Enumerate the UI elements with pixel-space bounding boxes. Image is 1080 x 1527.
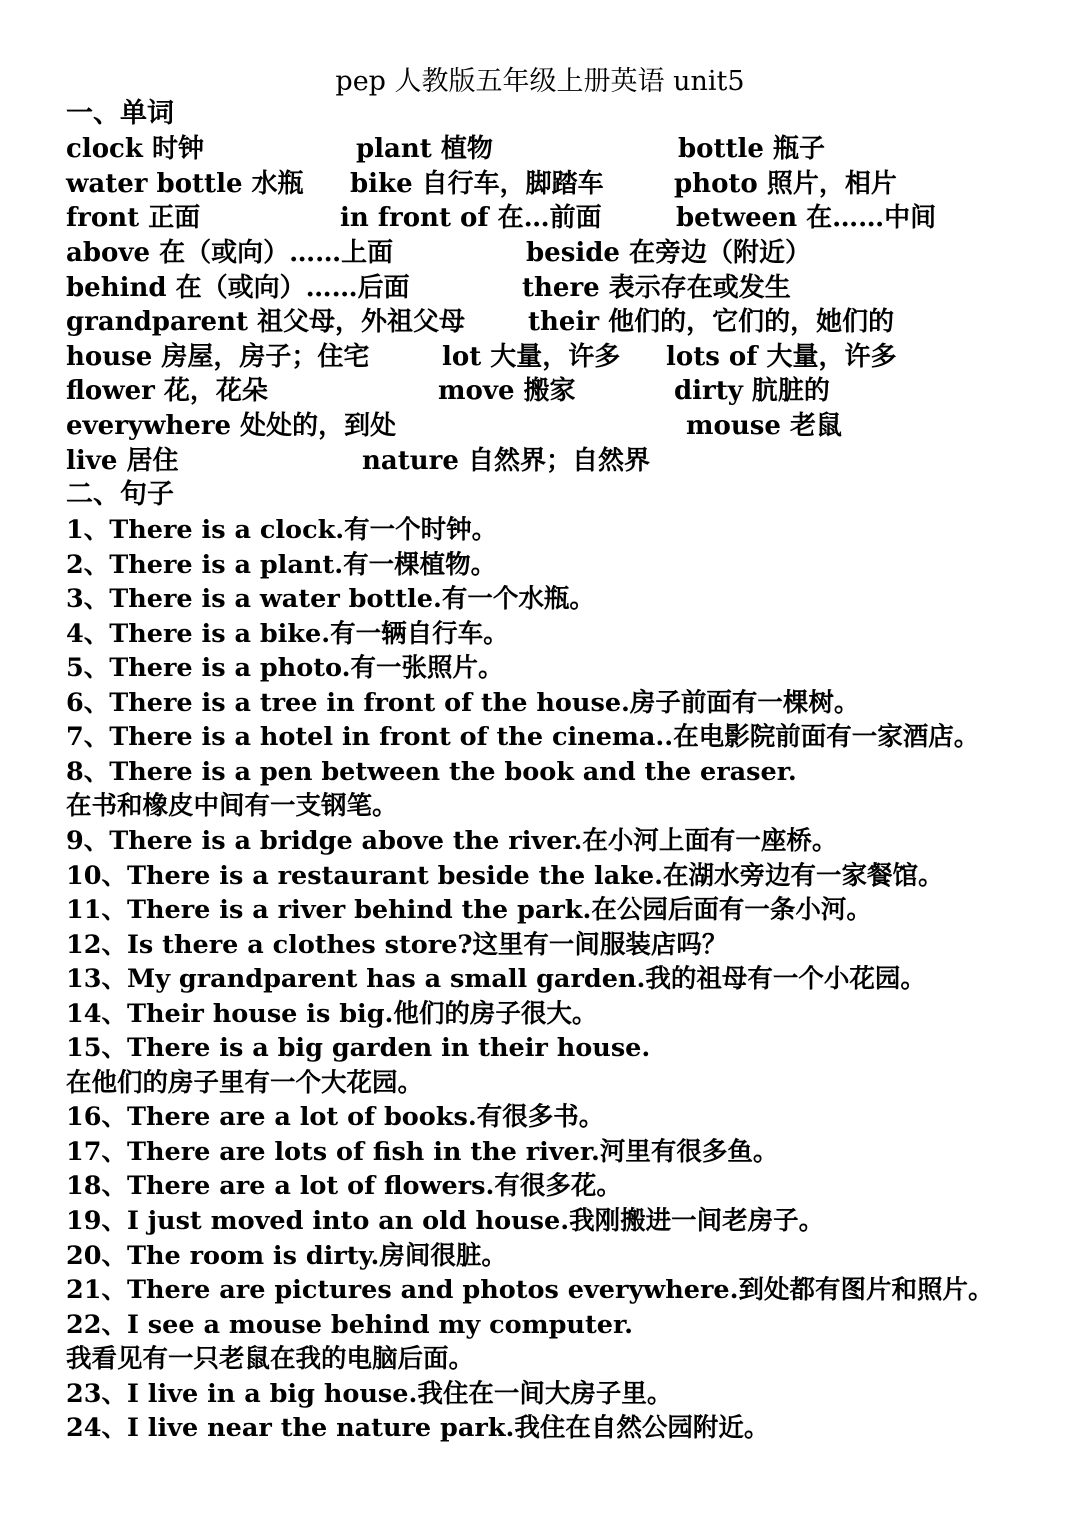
sentence-line (66, 927, 727, 963)
sentence-line (66, 1030, 650, 1066)
vocab-entry: above 在（或向）……上面 (66, 238, 394, 268)
sentence-text: I live in a big house.我住在一间大房子里。 (127, 1379, 673, 1409)
sentence-number: 8、 (66, 757, 110, 787)
sentence-number: 23、 (66, 1379, 127, 1409)
sentence-number: 4、 (66, 619, 110, 649)
sentence-line (66, 1376, 672, 1412)
vocab-entry: behind 在（或向）……后面 (66, 273, 410, 303)
vocab-entry: grandparent 祖父母，外祖父母 (66, 307, 466, 337)
sentence-line (66, 1134, 778, 1170)
sentence-line (66, 685, 859, 721)
sentence-number: 17、 (66, 1137, 127, 1167)
vocab-entry: mouse 老鼠 (686, 411, 842, 441)
vocab-entry: bike 自行车，脚踏车 (350, 169, 604, 199)
sentence-line (66, 788, 398, 824)
sentence-text: The room is dirty.房间很脏。 (127, 1241, 507, 1271)
sentence-number: 9、 (66, 826, 110, 856)
sentence-number: 15、 (66, 1033, 127, 1063)
vocab-entry: move 搬家 (438, 376, 576, 406)
sentence-text: I see a mouse behind my computer. (127, 1310, 633, 1340)
sentence-number: 18、 (66, 1171, 127, 1201)
vocab-entry: everywhere 处处的，到处 (66, 411, 397, 441)
sentence-number: 19、 (66, 1206, 127, 1236)
sentence-number: 10、 (66, 861, 127, 891)
vocab-entry: dirty 肮脏的 (674, 376, 830, 406)
sentence-number: 21、 (66, 1275, 127, 1305)
vocab-row (66, 235, 1026, 271)
page-title: pep 人教版五年级上册英语 unit5 (335, 66, 745, 97)
sentence-text: There are a lot of flowers.有很多花。 (127, 1171, 622, 1201)
sentence-number: 24、 (66, 1413, 127, 1443)
sentence-text: 在他们的房子里有一个大花园。 (66, 1068, 424, 1098)
vocab-entry: between 在……中间 (676, 203, 937, 233)
sentence-text: There are pictures and photos everywhere.到处都有图片和照片。 (127, 1275, 994, 1305)
sentence-line (66, 650, 503, 686)
sentence-number: 3、 (66, 584, 110, 614)
sentence-number: 11、 (66, 895, 127, 925)
sentence-line (66, 1168, 622, 1204)
sentence-line (66, 823, 837, 859)
sentence-text: There is a plant.有一棵植物。 (109, 550, 497, 580)
vocab-entry: clock 时钟 (66, 134, 204, 164)
vocab-row (66, 373, 1026, 409)
sentence-line (66, 512, 497, 548)
vocab-entry: bottle 瓶子 (678, 134, 826, 164)
vocab-row (66, 443, 1026, 479)
sentence-number: 7、 (66, 722, 110, 752)
vocab-entry: in front of 在…前面 (340, 203, 602, 233)
sentence-line (66, 961, 926, 997)
vocab-entry: photo 照片，相片 (674, 169, 897, 199)
sentence-line (66, 1341, 474, 1377)
sentence-line (66, 1410, 769, 1446)
vocab-row (66, 304, 1026, 340)
sentence-line (66, 1272, 994, 1308)
sentence-text: There are a lot of books.有很多书。 (127, 1102, 605, 1132)
vocab-heading: 一、单词 (66, 98, 174, 129)
sentence-heading: 二、句子 (66, 479, 174, 510)
sentence-line (66, 996, 597, 1032)
vocab-entry: plant 植物 (356, 134, 493, 164)
sentence-line (66, 1203, 824, 1239)
sentence-number: 13、 (66, 964, 127, 994)
sentence-line (66, 581, 595, 617)
sentence-number: 22、 (66, 1310, 127, 1340)
vocab-entry: lots of 大量，许多 (666, 342, 897, 372)
sentence-number: 2、 (66, 550, 110, 580)
sentence-text: There is a bridge above the river.在小河上面有一座桥。 (109, 826, 838, 856)
sentence-line (66, 547, 496, 583)
vocab-entry: water bottle 水瓶 (66, 169, 304, 199)
sentence-line (66, 1099, 604, 1135)
sentence-number: 16、 (66, 1102, 127, 1132)
sentence-text: My grandparent has a small garden.我的祖母有一个小花园。 (127, 964, 926, 994)
vocab-row (66, 270, 1026, 306)
vocab-entry: house 房屋，房子；住宅 (66, 342, 370, 372)
sentence-text: There is a photo.有一张照片。 (109, 653, 504, 683)
vocab-entry: nature 自然界；自然界 (362, 446, 650, 476)
sentence-text: There is a restaurant beside the lake.在湖水旁边有一家餐馆。 (127, 861, 944, 891)
sentence-text: There is a bike.有一辆自行车。 (109, 619, 509, 649)
sentence-text: I live near the nature park.我住在自然公园附近。 (127, 1413, 770, 1443)
sentence-text: There is a hotel in front of the cinema..在电影院前面有一家酒店。 (109, 722, 980, 752)
vocab-row (66, 200, 1026, 236)
vocab-entry: beside 在旁边（附近） (526, 238, 812, 268)
sentence-line (66, 754, 797, 790)
sentence-number: 14、 (66, 999, 127, 1029)
vocab-entry: lot 大量，许多 (442, 342, 621, 372)
sentence-text: Their house is big.他们的房子很大。 (127, 999, 598, 1029)
sentence-number: 20、 (66, 1241, 127, 1271)
sentence-text: There is a tree in front of the house.房子前面有一棵树。 (109, 688, 860, 718)
sentence-line (66, 616, 509, 652)
vocab-entry: their 他们的，它们的，她们的 (528, 307, 895, 337)
vocab-entry: flower 花，花朵 (66, 376, 268, 406)
vocab-entry: live 居住 (66, 446, 179, 476)
sentence-line (66, 1065, 423, 1101)
sentence-text: There is a big garden in their house. (127, 1033, 651, 1063)
vocab-row (66, 408, 1026, 444)
sentence-text: There is a pen between the book and the eraser. (109, 757, 797, 787)
sentence-line (66, 1238, 507, 1274)
sentence-line (66, 858, 944, 894)
sentence-number: 5、 (66, 653, 110, 683)
vocab-row (66, 339, 1026, 375)
sentence-number: 6、 (66, 688, 110, 718)
sentence-text: There is a water bottle.有一个水瓶。 (109, 584, 595, 614)
sentence-line (66, 1307, 633, 1343)
vocab-row (66, 166, 1026, 202)
sentence-line (66, 719, 979, 755)
sentence-text: 在书和橡皮中间有一支钢笔。 (66, 791, 398, 821)
vocab-entry: front 正面 (66, 203, 201, 233)
sentence-text: I just moved into an old house.我刚搬进一间老房子。 (127, 1206, 825, 1236)
sentence-text: There is a river behind the park.在公园后面有一条小河。 (127, 895, 872, 925)
sentence-number: 1、 (66, 515, 110, 545)
sentence-text: Is there a clothes store?这里有一间服装店吗？ (127, 930, 728, 960)
sentence-text: 我看见有一只老鼠在我的电脑后面。 (66, 1344, 475, 1374)
sentence-text: There are lots of fish in the river.河里有很多鱼。 (127, 1137, 779, 1167)
sentence-number: 12、 (66, 930, 127, 960)
vocab-entry: there 表示存在或发生 (522, 273, 791, 303)
vocab-row (66, 131, 1026, 167)
sentence-text: There is a clock.有一个时钟。 (109, 515, 498, 545)
sentence-line (66, 892, 872, 928)
